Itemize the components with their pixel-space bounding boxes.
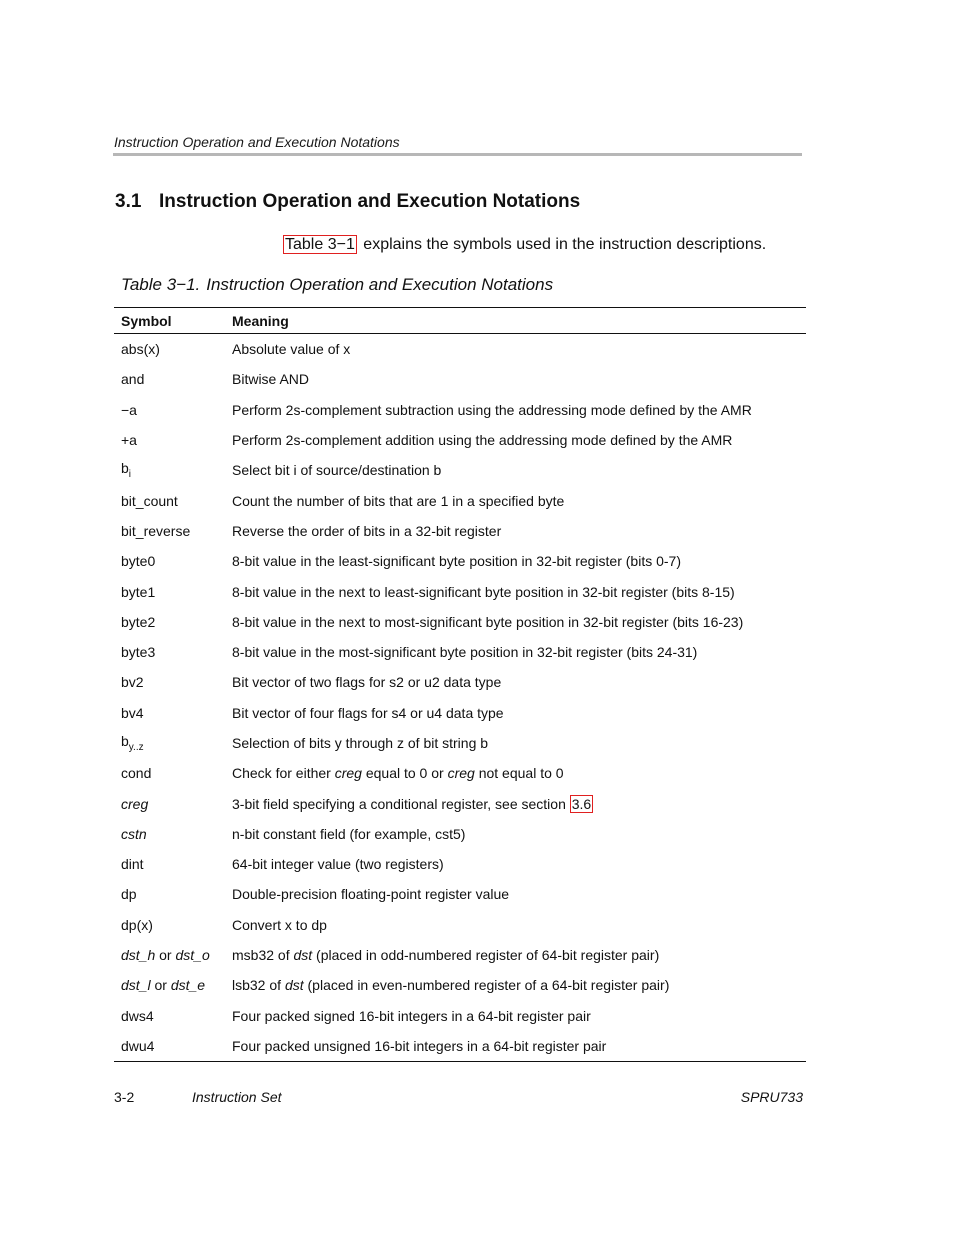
table-row: [114, 516, 806, 546]
meaning-cell: Perform 2s-complement addition using the addressing mode defined by the AMR: [232, 432, 733, 449]
chapter-title: Instruction Set: [192, 1089, 282, 1105]
table-row: [114, 546, 806, 576]
meaning-cell: 8-bit value in the next to most-significant byte position in 32-bit register (bits 16-23): [232, 613, 744, 630]
table-row: [114, 1031, 806, 1062]
table-row: [114, 849, 806, 879]
table-row: [114, 455, 806, 485]
meaning-italic-term: dst: [293, 947, 313, 964]
intro-text: explains the symbols used in the instruction descriptions.: [358, 236, 767, 253]
symbol-cell: byte2: [121, 613, 156, 630]
meaning-cell: Double-precision floating-point register value: [232, 886, 510, 903]
meaning-italic-term: dst: [284, 977, 304, 994]
meaning-cell: Four packed signed 16-bit integers in a 64-bit register pair: [232, 1007, 591, 1024]
symbol-cell: +a: [121, 432, 137, 449]
section-reference-link[interactable]: 3.6: [571, 795, 592, 812]
meaning-cell: n-bit constant field (for example, cst5): [232, 825, 466, 842]
meaning-cell: [227, 758, 806, 788]
table-caption: [121, 275, 553, 295]
symbol-cell: byte1: [121, 583, 156, 600]
table-row: [114, 334, 806, 365]
meaning-cell: Reverse the order of bits in a 32-bit register: [232, 522, 502, 539]
meaning-cell: [227, 940, 806, 970]
column-header-symbol: Symbol: [114, 308, 227, 334]
meaning-cell: Count the number of bits that are 1 in a specified byte: [232, 492, 565, 509]
symbol-cell: dint: [121, 856, 144, 873]
symbol-text: or: [155, 947, 176, 964]
symbol-cell: dws4: [121, 1007, 154, 1024]
meaning-cell: Selection of bits y through z of bit string b: [232, 735, 489, 751]
symbol-cell: [114, 455, 227, 485]
table-header-row: [114, 308, 806, 334]
meaning-cell: Perform 2s-complement subtraction using the addressing mode defined by the AMR: [232, 401, 752, 418]
symbol-text: or: [150, 977, 171, 994]
meaning-text: msb32 of: [232, 947, 294, 964]
symbol-cell: bv4: [121, 704, 144, 721]
symbol-cell: creg: [121, 795, 149, 812]
symbol-cell: [114, 940, 227, 970]
meaning-cell: Bitwise AND: [232, 371, 310, 388]
table-row: [114, 970, 806, 1000]
meaning-text: 3-bit field specifying a conditional register, see section: [232, 795, 570, 812]
table-row: [114, 758, 806, 788]
table-row: [114, 940, 806, 970]
meaning-cell: Bit vector of two flags for s2 or u2 data type: [232, 674, 502, 691]
table-row: [114, 485, 806, 515]
meaning-text: (placed in even-numbered register of a 64-bit register pair): [303, 977, 670, 994]
meaning-cell: Absolute value of x: [232, 341, 351, 358]
section-title: Instruction Operation and Execution Notations: [159, 191, 581, 212]
page-number: 3-2: [114, 1089, 135, 1105]
intro-paragraph: [283, 236, 766, 254]
table-row: [114, 728, 806, 758]
running-header: Instruction Operation and Execution Notations: [114, 134, 400, 150]
table-row: [114, 425, 806, 455]
table-row: [114, 637, 806, 667]
meaning-cell: 64-bit integer value (two registers): [232, 856, 444, 873]
symbol-cell: bit_reverse: [121, 522, 191, 539]
table-row: [114, 395, 806, 425]
table-row: [114, 910, 806, 940]
symbol-cell: dwu4: [114, 1031, 227, 1062]
symbol-base: b: [121, 460, 129, 477]
meaning-text: Check for either: [232, 765, 335, 782]
meaning-cell: 8-bit value in the most-significant byte position in 32-bit register (bits 24-31): [232, 644, 698, 661]
symbol-cell: and: [121, 371, 145, 388]
meaning-text: not equal to 0: [474, 765, 564, 782]
section-heading: [115, 191, 580, 213]
column-header-meaning: Meaning: [227, 308, 806, 334]
meaning-cell: 8-bit value in the next to least-significant byte position in 32-bit register (bits 8-15): [232, 583, 735, 600]
section-number: 3.1: [115, 191, 142, 212]
symbol-italic-term: dst_o: [175, 947, 210, 964]
symbol-cell: bv2: [121, 674, 144, 691]
meaning-italic-term: creg: [334, 765, 362, 782]
symbol-cell: −a: [121, 401, 137, 418]
meaning-cell: Four packed unsigned 16-bit integers in a 64-bit register pair: [227, 1031, 806, 1062]
meaning-cell: Convert x to dp: [232, 916, 327, 933]
table-row: [114, 788, 806, 818]
meaning-cell: [227, 970, 806, 1000]
table-row: [114, 698, 806, 728]
table-reference-link[interactable]: Table 3−1: [285, 236, 355, 253]
symbol-cell: byte3: [121, 644, 156, 661]
symbol-cell: [114, 728, 227, 758]
meaning-cell: [227, 788, 806, 818]
table-row: [114, 879, 806, 909]
table-row: [114, 364, 806, 394]
notation-table: [114, 307, 806, 1062]
symbol-italic-term: dst_l: [121, 977, 151, 994]
symbol-cell: cond: [121, 765, 152, 782]
meaning-cell: Select bit i of source/destination b: [232, 462, 442, 479]
symbol-base: b: [121, 733, 129, 750]
symbol-cell: dp(x): [121, 916, 153, 933]
symbol-italic-term: dst_e: [170, 977, 206, 994]
symbol-cell: [114, 970, 227, 1000]
symbol-cell: byte0: [121, 553, 156, 570]
symbol-italic-term: dst_h: [121, 947, 156, 964]
symbol-cell: dp: [121, 886, 137, 903]
meaning-text: lsb32 of: [232, 977, 285, 994]
symbol-cell: bit_count: [121, 492, 178, 509]
meaning-italic-term: creg: [447, 765, 475, 782]
table-caption-label: Table 3−1.: [121, 275, 201, 294]
meaning-cell: Bit vector of four flags for s4 or u4 data type: [232, 704, 504, 721]
table-row: [114, 1001, 806, 1031]
symbol-subscript: i: [128, 469, 132, 481]
symbol-subscript: y..z: [128, 741, 144, 753]
table-caption-title: Instruction Operation and Execution Notations: [206, 275, 554, 294]
table-row: [114, 819, 806, 849]
symbol-cell: abs(x): [121, 341, 160, 358]
meaning-text: equal to 0 or: [361, 765, 448, 782]
header-rule: [113, 153, 802, 156]
meaning-text: (placed in odd-numbered register of 64-bit register pair): [312, 947, 660, 964]
meaning-cell: 8-bit value in the least-significant byte position in 32-bit register (bits 0-7): [232, 553, 681, 570]
table-row: [114, 667, 806, 697]
document-id: SPRU733: [740, 1089, 803, 1105]
table-row: [114, 607, 806, 637]
table-row: [114, 576, 806, 606]
symbol-cell: cstn: [121, 825, 147, 842]
